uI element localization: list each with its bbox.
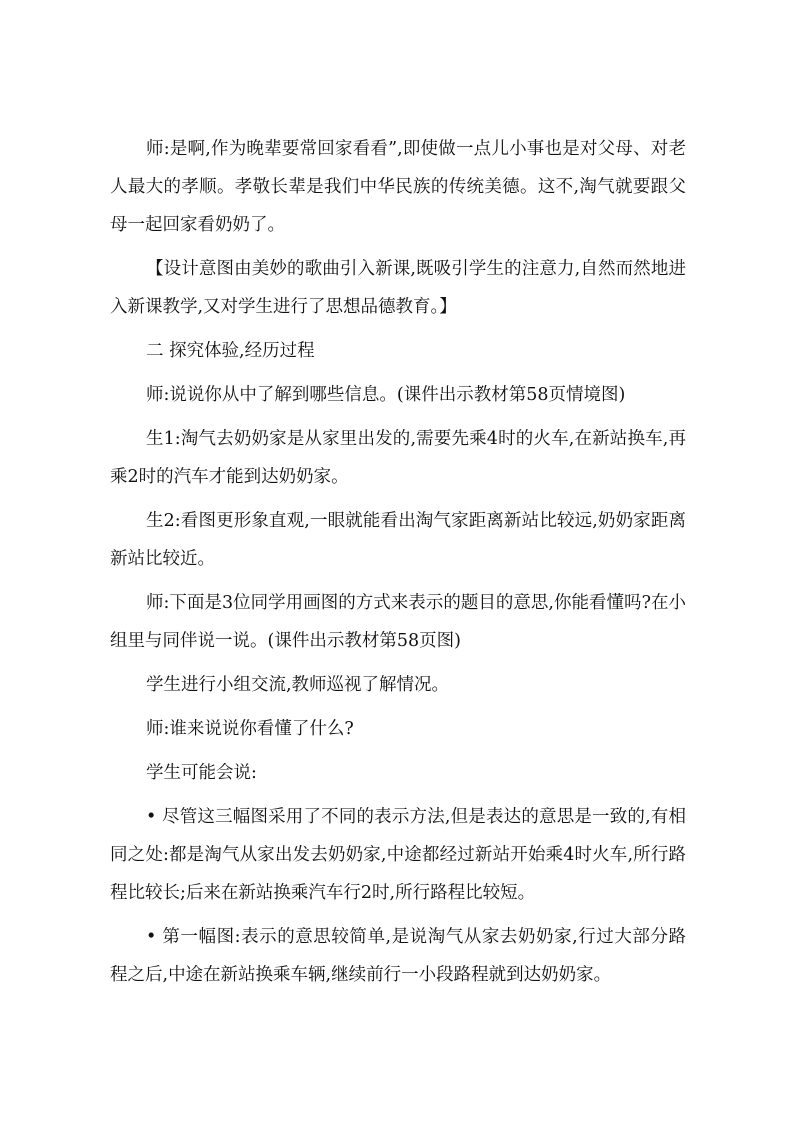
paragraph-student-2: 生2:看图更形象直观,一眼就能看出淘气家距离新站比较远,奶奶家距离新站比较近。 <box>110 511 686 569</box>
paragraph-teacher-drawings: 师:下面是3位同学用画图的方式来表示的题目的意思,你能看懂吗?在小组里与同伴说一说。(课件出示教材第58页图) <box>110 593 686 651</box>
paragraph-students-may-say: 学生可能会说: <box>146 763 257 783</box>
paragraph-teacher-question: 师:说说你从中了解到哪些信息。(课件出示教材第58页情境图) <box>146 385 626 405</box>
document-page <box>110 130 686 994</box>
paragraph-design-intent: 【设计意图由美妙的歌曲引入新课,既吸引学生的注意力,自然而然地进入新课教学,又对学生进行了思想品德教育。】 <box>110 259 686 317</box>
section-heading: 二 探究体验,经历过程 <box>146 341 315 361</box>
paragraph-teacher-who: 师:谁来说说你看懂了什么? <box>146 719 354 739</box>
bullet-item-first-diagram: • 第一幅图:表示的意思较简单,是说淘气从家去奶奶家,行过大部分路程之后,中途在新站换乘车辆,继续前行一小段路程就到达奶奶家。 <box>110 927 686 985</box>
paragraph-group-exchange: 学生进行小组交流,教师巡视了解情况。 <box>146 675 450 695</box>
bullet-item-common: • 尽管这三幅图采用了不同的表示方法,但是表达的意思是一致的,有相同之处:都是淘气从家出发去奶奶家,中途都经过新站开始乘4时火车,所行路程比较长;后来在新站换乘汽车行2时,所行路程比较短。 <box>110 807 686 903</box>
paragraph-student-1: 生1:淘气去奶奶家是从家里出发的,需要先乘4时的火车,在新站换车,再乘2时的汽车才能到达奶奶家。 <box>110 429 686 487</box>
paragraph-dialogue-intro: 师:是啊,作为晚辈要常回家看看”,即使做一点儿小事也是对父母、对老人最大的孝顺。孝敬长辈是我们中华民族的传统美德。这不,淘气就要跟父母一起回家看奶奶了。 <box>110 139 686 235</box>
